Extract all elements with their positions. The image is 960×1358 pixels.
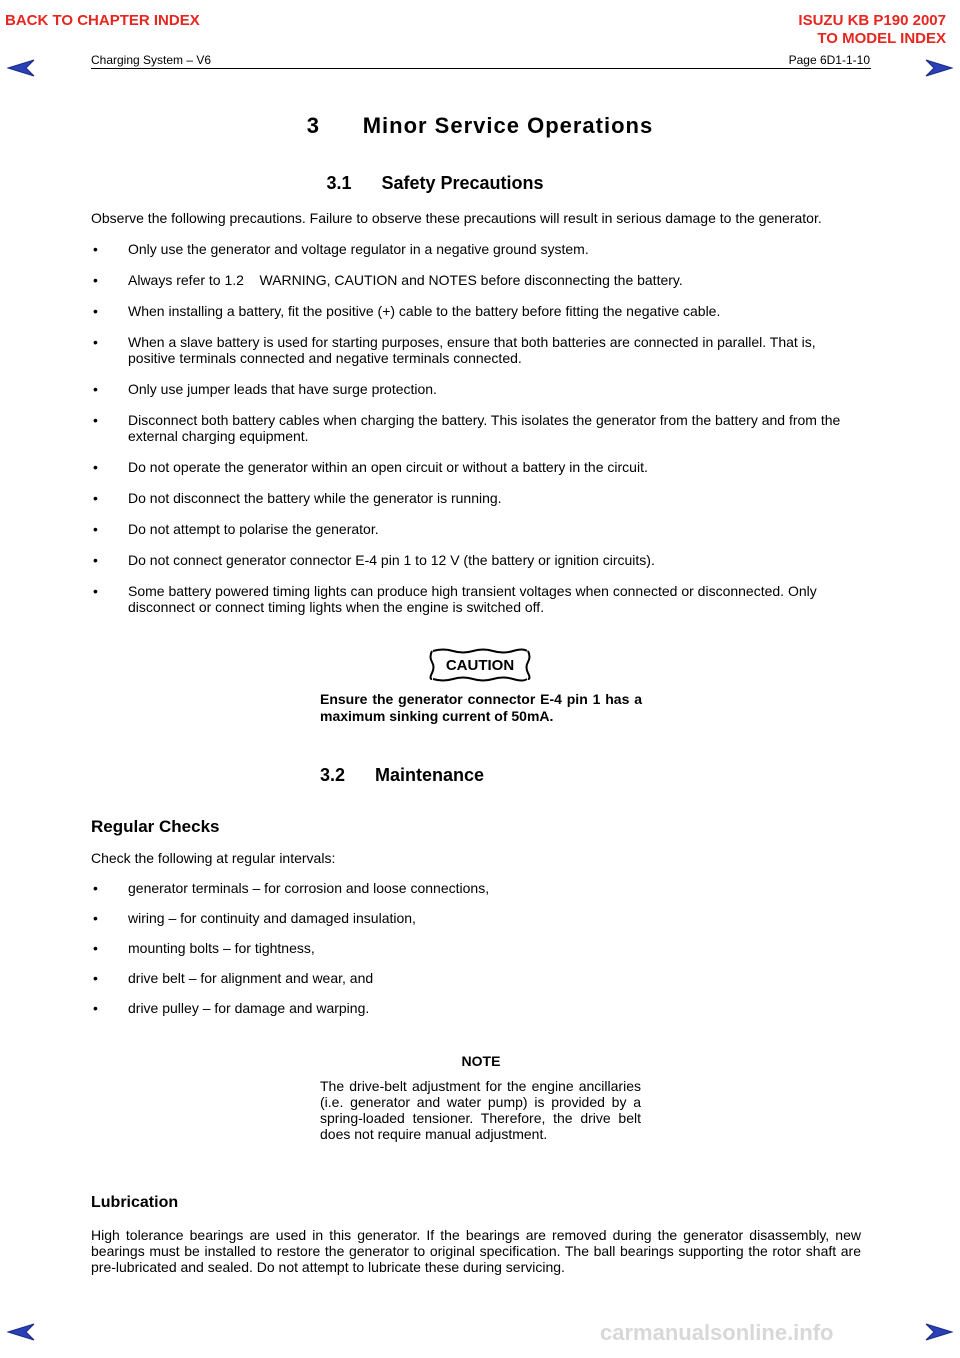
to-model-index-link[interactable]: TO MODEL INDEX (817, 30, 946, 47)
list-item-text: Do not attempt to polarise the generator. (128, 521, 379, 537)
section-3-1-title: 3.1 Safety Precautions (326, 173, 544, 193)
list-item: • Disconnect both battery cables when charging the battery. This isolates the generator from the battery and from the external charging equipment. (93, 412, 841, 444)
section-3-title: 3 Minor Service Operations (306, 113, 654, 138)
prev-page-arrow-icon[interactable] (6, 1322, 36, 1342)
list-item-text: When a slave battery is used for starting purposes, ensure that both batteries are connected in parallel. That is, positive terminals connected and negative terminals connected. (128, 334, 816, 366)
watermark: carmanualsonline.info (600, 1320, 834, 1345)
list-item-text: drive belt – for alignment and wear, and (128, 970, 374, 986)
regular-checks-list (91, 880, 861, 1030)
list-item: • Only use the generator and voltage regulator in a negative ground system. (93, 241, 589, 257)
list-item: • drive pulley – for damage and warping. (93, 1000, 370, 1016)
list-item-text: generator terminals – for corrosion and loose connections, (128, 880, 490, 896)
list-item: • wiring – for continuity and damaged insulation, (93, 910, 416, 926)
regular-checks-heading: Regular Checks (91, 817, 220, 836)
lubrication-text: High tolerance bearings are used in this generator. If the bearings are removed during the generator disassembly, new bearings must be installed to restore the generator to original specification. The ball bearings supporting the rotor shaft are pre-lubricated and sealed. Do not attempt to lubricate these during servicing. (91, 1227, 861, 1275)
next-page-arrow-icon[interactable] (924, 1322, 954, 1342)
list-item: • Always refer to 1.2 WARNING, CAUTION and NOTES before disconnecting the battery. (93, 272, 683, 288)
list-item: • mounting bolts – for tightness, (93, 940, 315, 956)
list-item-text: Do not disconnect the battery while the generator is running. (128, 490, 502, 506)
list-item: • Do not connect generator connector E-4 pin 1 to 12 V (the battery or ignition circuits). (93, 552, 655, 568)
header-rule (91, 68, 871, 69)
list-item: • When a slave battery is used for starting purposes, ensure that both batteries are connected in parallel. That is, positive terminals connected and negative terminals connected. (93, 334, 816, 366)
list-item-text: drive pulley – for damage and warping. (128, 1000, 370, 1016)
regular-checks-intro: Check the following at regular intervals: (91, 850, 336, 866)
lubrication-heading: Lubrication (91, 1194, 179, 1211)
list-item-text: mounting bolts – for tightness, (128, 940, 315, 956)
section-3-2-title: 3.2 Maintenance (320, 765, 485, 785)
list-item: • generator terminals – for corrosion and loose connections, (93, 880, 490, 896)
list-item: • Do not operate the generator within an open circuit or without a battery in the circuit. (93, 459, 648, 475)
prev-page-arrow-icon[interactable] (6, 58, 36, 78)
list-item: • Some battery powered timing lights can produce high transient voltages when connected or disconnected. Only disconnect or connect timing lights when the engine is switched off. (93, 583, 817, 615)
header-page-number: Page 6D1-1-10 (788, 53, 870, 67)
list-item: • drive belt – for alignment and wear, and (93, 970, 374, 986)
model-title-link[interactable]: ISUZU KB P190 2007 (798, 12, 946, 29)
list-item-text: Do not operate the generator within an open circuit or without a battery in the circuit. (128, 459, 648, 475)
list-item-text: Only use the generator and voltage regulator in a negative ground system. (128, 241, 589, 257)
back-to-chapter-index-link[interactable]: BACK TO CHAPTER INDEX (5, 12, 200, 29)
list-item-text: Disconnect both battery cables when charging the battery. This isolates the generator from the battery and from the external charging equipment. (128, 412, 841, 444)
list-item: • When installing a battery, fit the positive (+) cable to the battery before fitting the negative cable. (93, 303, 721, 319)
list-item: • Do not attempt to polarise the generator. (93, 521, 379, 537)
list-item-text: Always refer to 1.2 WARNING, CAUTION and NOTES before disconnecting the battery. (128, 272, 683, 288)
note-text: The drive-belt adjustment for the engine ancillaries (i.e. generator and water pump) is provided by a spring-loaded tensioner. Therefore, the drive belt does not require manual adjustment. (320, 1078, 641, 1142)
list-item-text: Only use jumper leads that have surge protection. (128, 381, 437, 397)
caution-badge (429, 648, 531, 682)
caution-label: CAUTION (445, 656, 515, 674)
list-item-text: Do not connect generator connector E-4 pin 1 to 12 V (the battery or ignition circuits). (128, 552, 655, 568)
next-page-arrow-icon[interactable] (924, 58, 954, 78)
list-item: • Only use jumper leads that have surge protection. (93, 381, 437, 397)
caution-text: Ensure the generator connector E-4 pin 1 has a maximum sinking current of 50mA. (320, 691, 642, 724)
list-item-text: When installing a battery, fit the positive (+) cable to the battery before fitting the negative cable. (128, 303, 721, 319)
safety-precautions-list (91, 241, 861, 630)
list-item-text: wiring – for continuity and damaged insulation, (128, 910, 416, 926)
list-item: • Do not disconnect the battery while the generator is running. (93, 490, 502, 506)
safety-intro: Observe the following precautions. Failure to observe these precautions will result in serious damage to the generator. (91, 210, 822, 226)
header-section-title: Charging System – V6 (91, 53, 212, 67)
note-label: NOTE (461, 1053, 501, 1069)
list-item-text: Some battery powered timing lights can produce high transient voltages when connected or disconnected. Only disconnect or connect timing lights when the engine is switched off. (128, 583, 817, 615)
